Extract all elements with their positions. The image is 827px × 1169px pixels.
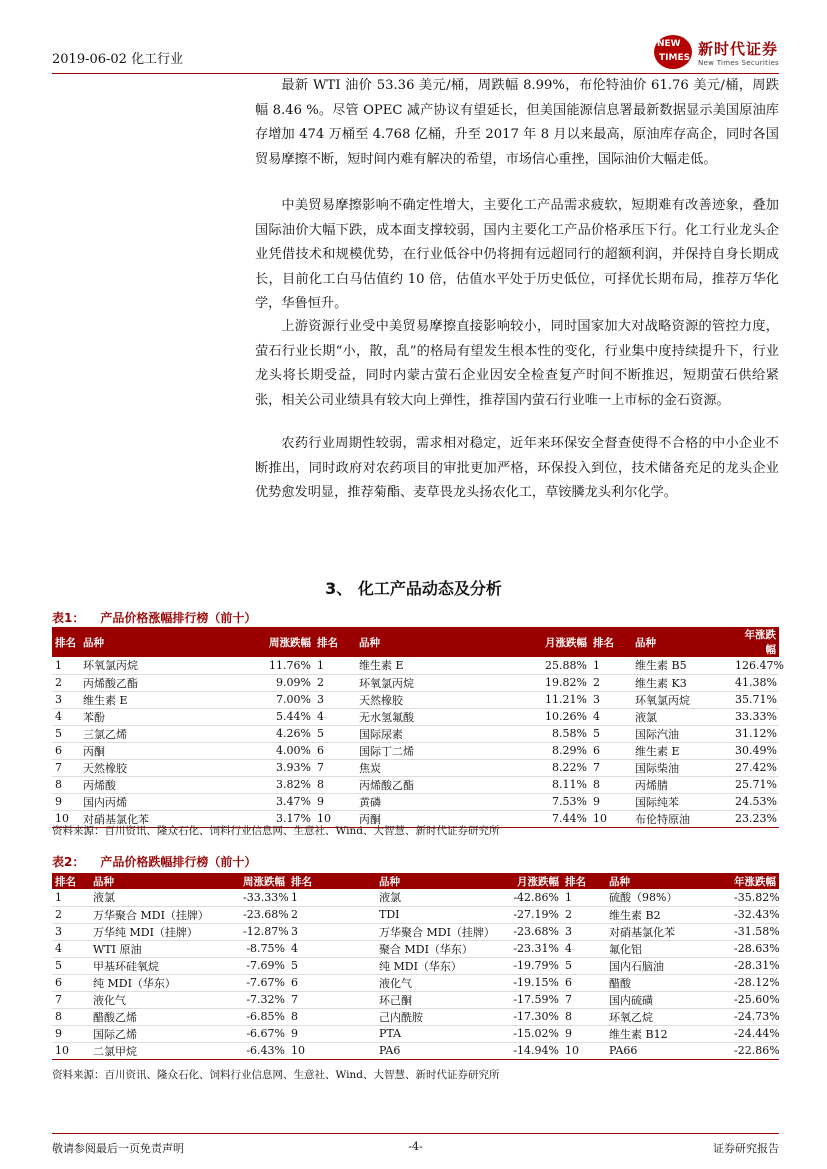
table1-header-cell: 月涨跌幅 bbox=[506, 627, 590, 657]
table-cell: -14.94% bbox=[473, 1042, 562, 1059]
table-cell: 3 bbox=[288, 923, 376, 940]
table-cell: 8.11% bbox=[506, 776, 590, 793]
table-cell: -23.68% bbox=[240, 906, 288, 923]
footer-report-type: 证券研究报告 bbox=[713, 1142, 779, 1155]
table-cell: 氟化铝 bbox=[606, 940, 731, 957]
table-cell: -24.44% bbox=[731, 1025, 779, 1042]
table-cell: 10 bbox=[288, 1042, 376, 1059]
table-cell: 对硝基氯化苯 bbox=[80, 810, 230, 827]
header-date-industry: 2019-06-02 化工行业 bbox=[52, 52, 184, 67]
table-cell: 2 bbox=[288, 906, 376, 923]
table-cell: -8.75% bbox=[240, 940, 288, 957]
table-row bbox=[52, 957, 779, 974]
table-cell: 醋酸乙烯 bbox=[90, 1008, 240, 1025]
table-row bbox=[52, 991, 779, 1008]
table-cell: 3.17% bbox=[230, 810, 314, 827]
table-cell: -7.67% bbox=[240, 974, 288, 991]
table-row bbox=[52, 742, 779, 759]
table-cell: 维生素 E bbox=[80, 691, 230, 708]
table-cell: 环氧氯丙烷 bbox=[356, 674, 506, 691]
table-row bbox=[52, 906, 779, 923]
table-cell: 3 bbox=[562, 923, 606, 940]
table-cell: 4 bbox=[52, 708, 80, 725]
table-cell: 5 bbox=[590, 725, 632, 742]
table-cell: 7 bbox=[314, 759, 356, 776]
table-cell: 4 bbox=[562, 940, 606, 957]
table-cell: 8.58% bbox=[506, 725, 590, 742]
table-cell: -6.67% bbox=[240, 1025, 288, 1042]
table-cell: 8.22% bbox=[506, 759, 590, 776]
table-cell: 23.23% bbox=[732, 810, 779, 827]
table-cell: 9 bbox=[288, 1025, 376, 1042]
table1-header-cell: 排名 bbox=[52, 627, 80, 657]
paragraph-fluorite: 上游资源行业受中美贸易摩擦直接影响较小，同时国家加大对战略资源的管控力度，萤石行业长期“小，散，乱”的格局有望发生根本性的变化，行业集中度持续提升下，行业龙头将长期受益，同时内蒙古萤石企业因安全检查复产时间不断推迟，短期萤石供给紧张，相关公司业绩具有较大向上弹性，推荐国内萤石行业唯一上市标的金石资源。 bbox=[255, 319, 779, 408]
table-cell: 2 bbox=[590, 674, 632, 691]
table-cell: 纯 MDI（华东） bbox=[90, 974, 240, 991]
table-cell: 液化气 bbox=[376, 974, 473, 991]
table-cell: PA6 bbox=[376, 1042, 473, 1059]
table-cell: 10 bbox=[52, 810, 80, 827]
table-row bbox=[52, 1042, 779, 1059]
table-cell: 环氧氯丙烷 bbox=[632, 691, 732, 708]
table-cell: 41.38% bbox=[732, 674, 779, 691]
table-cell: -33.33% bbox=[240, 889, 288, 906]
table-cell: -22.86% bbox=[731, 1042, 779, 1059]
table-cell: 33.33% bbox=[732, 708, 779, 725]
table-cell: 6 bbox=[52, 974, 90, 991]
table-cell: 纯 MDI（华东） bbox=[376, 957, 473, 974]
table1-header-cell: 品种 bbox=[356, 627, 506, 657]
table-cell: 万华纯 MDI（挂牌） bbox=[90, 923, 240, 940]
table-cell: 丙烯腈 bbox=[632, 776, 732, 793]
table-cell: 8 bbox=[52, 1008, 90, 1025]
table-cell: 维生素 B12 bbox=[606, 1025, 731, 1042]
table-cell: 天然橡胶 bbox=[356, 691, 506, 708]
table-cell: 天然橡胶 bbox=[80, 759, 230, 776]
table-cell: 1 bbox=[52, 657, 80, 674]
table-cell: 25.88% bbox=[506, 657, 590, 674]
table-cell: 10 bbox=[314, 810, 356, 827]
table-cell: 丙烯酸乙酯 bbox=[356, 776, 506, 793]
table-cell: -7.69% bbox=[240, 957, 288, 974]
table2-source: 资料来源：百川资讯、隆众石化、饲料行业信息网、生意社、Wind、大智慧、新时代证券研究所 bbox=[52, 1069, 500, 1081]
table-cell: 9 bbox=[590, 793, 632, 810]
table-cell: 30.49% bbox=[732, 742, 779, 759]
table-cell: 醋酸 bbox=[606, 974, 731, 991]
table2-header-cell: 品种 bbox=[376, 873, 473, 889]
table-cell: 3 bbox=[314, 691, 356, 708]
table1-price-rise-ranking bbox=[52, 627, 784, 828]
section-number: 3、 bbox=[325, 579, 353, 598]
table-cell: 维生素 B2 bbox=[606, 906, 731, 923]
table1-header-cell: 年涨跌幅 bbox=[732, 627, 779, 657]
table-cell: 国内丙烯 bbox=[80, 793, 230, 810]
table-cell: 3 bbox=[52, 691, 80, 708]
table-row bbox=[52, 940, 779, 957]
table-cell: 液氯 bbox=[90, 889, 240, 906]
table-cell: 国际汽油 bbox=[632, 725, 732, 742]
table-cell: -12.87% bbox=[240, 923, 288, 940]
table-cell: 丙酮 bbox=[80, 742, 230, 759]
table-cell: 31.12% bbox=[732, 725, 779, 742]
table-row bbox=[52, 759, 779, 776]
table-cell: 3.47% bbox=[230, 793, 314, 810]
table-cell: 9 bbox=[52, 793, 80, 810]
page-number: -4- bbox=[408, 1140, 423, 1153]
table-cell: 7 bbox=[288, 991, 376, 1008]
company-logo bbox=[654, 34, 779, 70]
table-cell: 维生素 B5 bbox=[632, 657, 732, 674]
table-cell: 环氧乙烷 bbox=[606, 1008, 731, 1025]
table-cell: 聚合 MDI（华东） bbox=[376, 940, 473, 957]
table-cell: 国际乙烯 bbox=[90, 1025, 240, 1042]
paragraph-pesticide: 农药行业周期性较弱，需求相对稳定，近年来环保安全督查使得不合格的中小企业不断推出，同时政府对农药项目的审批更加严格，环保投入到位，技术储备充足的龙头企业优势愈发明显，推荐菊酯、麦草畏龙头扬农化工，草铵膦龙头利尔化学。 bbox=[255, 436, 779, 501]
table-cell: 6 bbox=[52, 742, 80, 759]
table-cell: -6.43% bbox=[240, 1042, 288, 1059]
table-cell: 3.93% bbox=[230, 759, 314, 776]
table-cell: 8 bbox=[314, 776, 356, 793]
table-cell: 5 bbox=[52, 725, 80, 742]
table-cell: 10 bbox=[52, 1042, 90, 1059]
table-cell: -17.59% bbox=[473, 991, 562, 1008]
table-cell: 11.76% bbox=[230, 657, 314, 674]
table2-header-cell: 排名 bbox=[288, 873, 376, 889]
table-cell: 二氯甲烷 bbox=[90, 1042, 240, 1059]
table-cell: 1 bbox=[590, 657, 632, 674]
table-cell: 4.26% bbox=[230, 725, 314, 742]
table1-header-cell: 排名 bbox=[590, 627, 632, 657]
table-cell: 27.42% bbox=[732, 759, 779, 776]
table-cell: 8 bbox=[590, 776, 632, 793]
table-cell: 7.53% bbox=[506, 793, 590, 810]
table-cell: 7 bbox=[52, 991, 90, 1008]
table-cell: 10.26% bbox=[506, 708, 590, 725]
page-footer bbox=[52, 1133, 779, 1155]
table-cell: 5 bbox=[288, 957, 376, 974]
table-cell: 7.44% bbox=[506, 810, 590, 827]
table-cell: 5 bbox=[52, 957, 90, 974]
table-cell: -19.15% bbox=[473, 974, 562, 991]
table-cell: 8 bbox=[288, 1008, 376, 1025]
table-cell: -28.31% bbox=[731, 957, 779, 974]
table-cell: -23.31% bbox=[473, 940, 562, 957]
table-cell: 5.44% bbox=[230, 708, 314, 725]
table-cell: 布伦特原油 bbox=[632, 810, 732, 827]
table-cell: 5 bbox=[562, 957, 606, 974]
table-cell: TDI bbox=[376, 906, 473, 923]
table-cell: -7.32% bbox=[240, 991, 288, 1008]
table-cell: 丙烯酸乙酯 bbox=[80, 674, 230, 691]
table-cell: 4 bbox=[590, 708, 632, 725]
table-cell: 丙烯酸 bbox=[80, 776, 230, 793]
table-cell: 6 bbox=[314, 742, 356, 759]
table-cell: 7 bbox=[52, 759, 80, 776]
table-cell: 环己酮 bbox=[376, 991, 473, 1008]
table-cell: -35.82% bbox=[731, 889, 779, 906]
table-cell: 万华聚合 MDI（挂牌） bbox=[376, 923, 473, 940]
table-cell: 6 bbox=[590, 742, 632, 759]
table-cell: 国际丁二烯 bbox=[356, 742, 506, 759]
table1-header-row bbox=[52, 627, 779, 657]
footer-disclaimer: 敬请参阅最后一页免责声明 bbox=[52, 1142, 184, 1155]
table2-price-fall-ranking bbox=[52, 873, 779, 1060]
table-cell: 国际柴油 bbox=[632, 759, 732, 776]
table-cell: -25.60% bbox=[731, 991, 779, 1008]
table-cell: 4 bbox=[314, 708, 356, 725]
table-cell: -32.43% bbox=[731, 906, 779, 923]
paragraph-oil-price: 最新 WTI 油价 53.36 美元/桶，周跌幅 8.99%，布伦特油价 61.76 美元/桶，周跌幅 8.46 %。尽管 OPEC 减产协议有望延长，但美国能源信息署最新数据显示美国原油库存增加 474 万桶至 4.768 亿桶，升至 2017 年 8 月以来最高，原油库存高企，同时各国贸易摩擦不断，短时间内难有解决的希望，市场信心重挫，国际油价大幅走低。 bbox=[255, 78, 779, 167]
table-cell: 5 bbox=[314, 725, 356, 742]
table-cell: 3 bbox=[590, 691, 632, 708]
table-cell: 4.00% bbox=[230, 742, 314, 759]
table-row bbox=[52, 674, 779, 691]
table-cell: 焦炭 bbox=[356, 759, 506, 776]
table-cell: 3 bbox=[52, 923, 90, 940]
table-cell: 7 bbox=[590, 759, 632, 776]
table2-header-cell: 月涨跌幅 bbox=[473, 873, 562, 889]
table-cell: 9 bbox=[314, 793, 356, 810]
section-heading: 化工产品动态及分析 bbox=[357, 579, 502, 598]
table-cell: 对硝基氯化苯 bbox=[606, 923, 731, 940]
table-cell: 8 bbox=[52, 776, 80, 793]
table-cell: 9 bbox=[52, 1025, 90, 1042]
table-cell: 35.71% bbox=[732, 691, 779, 708]
table-cell: 三氯乙烯 bbox=[80, 725, 230, 742]
table-cell: PTA bbox=[376, 1025, 473, 1042]
table-cell: 8.29% bbox=[506, 742, 590, 759]
paragraph-trade-friction: 中美贸易摩擦影响不确定性增大，主要化工产品需求疲软，短期难有改善迹象，叠加国际油价大幅下跌，成本面支撑较弱，国内主要化工产品价格承压下行。化工行业龙头企业凭借技术和规模优势，在行业低谷中仍将拥有远超同行的超额利润，并保持自身长期成长，目前化工白马估值约 10 倍，估值水平处于历史低位，可择优长期布局，推荐万华化学，华鲁恒升。 bbox=[255, 198, 779, 312]
table-cell: 己内酰胺 bbox=[376, 1008, 473, 1025]
table2-header-cell: 排名 bbox=[52, 873, 90, 889]
logo-cn: 新时代证券 bbox=[698, 39, 779, 58]
table-row bbox=[52, 923, 779, 940]
table-cell: -19.79% bbox=[473, 957, 562, 974]
table-cell: 维生素 E bbox=[356, 657, 506, 674]
table2-caption: 表2： 产品价格跌幅排行榜（前十） bbox=[52, 855, 257, 869]
table-row bbox=[52, 1008, 779, 1025]
table-cell: 7.00% bbox=[230, 691, 314, 708]
table-cell: 国内石脑油 bbox=[606, 957, 731, 974]
table-row bbox=[52, 691, 779, 708]
table-cell: 9.09% bbox=[230, 674, 314, 691]
table-cell: 硫酸（98%） bbox=[606, 889, 731, 906]
table-cell: 25.71% bbox=[732, 776, 779, 793]
table-cell: 液化气 bbox=[90, 991, 240, 1008]
table-cell: -24.73% bbox=[731, 1008, 779, 1025]
table-cell: 2 bbox=[562, 906, 606, 923]
table-cell: 7 bbox=[562, 991, 606, 1008]
table-cell: 11.21% bbox=[506, 691, 590, 708]
table-row bbox=[52, 889, 779, 906]
table2-header-cell: 排名 bbox=[562, 873, 606, 889]
table-cell: WTI 原油 bbox=[90, 940, 240, 957]
table2-body bbox=[52, 889, 779, 1059]
table-row bbox=[52, 725, 779, 742]
table2-header-cell: 品种 bbox=[90, 873, 240, 889]
table2-header-row bbox=[52, 873, 779, 889]
table-cell: 4 bbox=[288, 940, 376, 957]
table-cell: 丙酮 bbox=[356, 810, 506, 827]
table-cell: 维生素 E bbox=[632, 742, 732, 759]
logo-text bbox=[698, 38, 779, 67]
table-cell: 10 bbox=[562, 1042, 606, 1059]
page-header bbox=[52, 34, 779, 74]
table-cell: 国际尿素 bbox=[356, 725, 506, 742]
table-cell: 4 bbox=[52, 940, 90, 957]
table1-caption: 表1： 产品价格涨幅排行榜（前十） bbox=[52, 611, 257, 625]
table-cell: 甲基环硅氧烷 bbox=[90, 957, 240, 974]
table-cell: -28.63% bbox=[731, 940, 779, 957]
table-cell: -6.85% bbox=[240, 1008, 288, 1025]
table-cell: -42.86% bbox=[473, 889, 562, 906]
table2-header-cell: 品种 bbox=[606, 873, 731, 889]
table-cell: 国际纯苯 bbox=[632, 793, 732, 810]
table-cell: 24.53% bbox=[732, 793, 779, 810]
table1-body bbox=[52, 657, 784, 827]
table1-source: 资料来源：百川资讯、隆众石化、饲料行业信息网、生意社、Wind、大智慧、新时代证券研究所 bbox=[52, 825, 500, 837]
table-cell: 无水氢氟酸 bbox=[356, 708, 506, 725]
logo-icon: NEW TIMES bbox=[654, 35, 692, 69]
table-cell: 液氯 bbox=[632, 708, 732, 725]
table1-header-cell: 排名 bbox=[314, 627, 356, 657]
table-cell: 苯酚 bbox=[80, 708, 230, 725]
table-cell: -31.58% bbox=[731, 923, 779, 940]
table-cell: -28.12% bbox=[731, 974, 779, 991]
table-row bbox=[52, 1025, 779, 1042]
table-cell: 1 bbox=[288, 889, 376, 906]
table1-header-cell: 品种 bbox=[632, 627, 732, 657]
table-cell: 6 bbox=[288, 974, 376, 991]
table-row bbox=[52, 657, 779, 674]
table-cell: 1 bbox=[314, 657, 356, 674]
table-cell: 万华聚合 MDI（挂牌） bbox=[90, 906, 240, 923]
table-cell: 2 bbox=[52, 906, 90, 923]
table-cell: PA66 bbox=[606, 1042, 731, 1059]
table-cell: 8 bbox=[562, 1008, 606, 1025]
table-cell: 6 bbox=[562, 974, 606, 991]
table-cell: 9 bbox=[562, 1025, 606, 1042]
table-row bbox=[52, 776, 779, 793]
table-cell: 2 bbox=[52, 674, 80, 691]
table-cell: -23.68% bbox=[473, 923, 562, 940]
table-cell: -15.02% bbox=[473, 1025, 562, 1042]
table-row bbox=[52, 974, 779, 991]
table-cell: 液氯 bbox=[376, 889, 473, 906]
table-cell: -17.30% bbox=[473, 1008, 562, 1025]
table-cell: 1 bbox=[562, 889, 606, 906]
table-cell: 维生素 K3 bbox=[632, 674, 732, 691]
table2-header-cell: 周涨跌幅 bbox=[240, 873, 288, 889]
table-cell: 19.82% bbox=[506, 674, 590, 691]
table-cell: 黄磷 bbox=[356, 793, 506, 810]
table-cell: 2 bbox=[314, 674, 356, 691]
table1-header-cell: 周涨跌幅 bbox=[230, 627, 314, 657]
section-title bbox=[0, 576, 827, 599]
table-row bbox=[52, 708, 779, 725]
table-row bbox=[52, 793, 779, 810]
logo-en: New Times Securities bbox=[698, 58, 779, 67]
table-cell: 126.47% bbox=[732, 657, 779, 674]
table2-header-cell: 年涨跌幅 bbox=[731, 873, 779, 889]
table-cell: -27.19% bbox=[473, 906, 562, 923]
table-cell: 3.82% bbox=[230, 776, 314, 793]
table-cell: 1 bbox=[52, 889, 90, 906]
table-cell: 环氧氯丙烷 bbox=[80, 657, 230, 674]
table1-header-cell: 品种 bbox=[80, 627, 230, 657]
table-cell: 10 bbox=[590, 810, 632, 827]
table-cell: 国内硫磺 bbox=[606, 991, 731, 1008]
